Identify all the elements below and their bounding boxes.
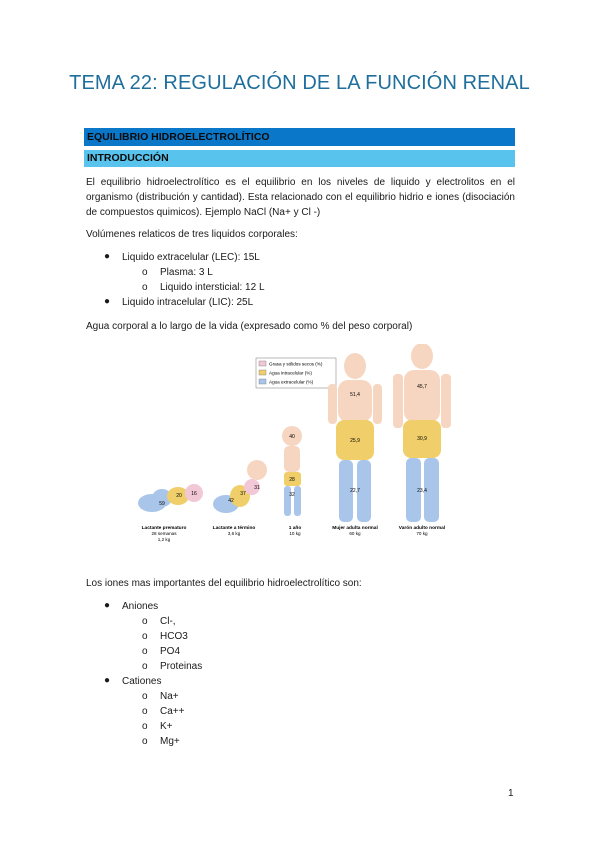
list-item: Plasma: 3 L: [160, 267, 213, 278]
sub-bullet-icon: o: [142, 631, 148, 642]
volumes-heading: Volúmenes relaticos de tres liquidos corporales:: [86, 229, 298, 240]
list-item: HCO3: [160, 631, 188, 642]
toddler-figure: [282, 426, 302, 516]
value-label: 30,9: [417, 436, 427, 442]
sub-bullet-icon: o: [142, 661, 148, 672]
list-item: Aniones: [122, 601, 159, 612]
value-label: 37: [240, 491, 246, 497]
value-label: 25,9: [350, 438, 360, 444]
value-label: 42: [228, 498, 234, 504]
figure-caption: Agua corporal a lo largo de la vida (expresado como % del peso corporal): [86, 321, 413, 332]
legend-label: Grasa y sólidos secos (%): [269, 361, 323, 367]
list-item: Mg+: [160, 736, 180, 747]
stage-name: Lactante a término: [212, 526, 256, 531]
body-water-figure: [130, 344, 470, 550]
list-item: Liquido intracelular (LIC): 25L: [122, 297, 254, 308]
bullet-icon: ●: [104, 600, 111, 611]
figure-legend: [256, 358, 336, 388]
stage-detail: 60 kg: [349, 531, 361, 536]
ions-heading: Los iones mas importantes del equilibrio hidroelectrolítico son:: [86, 578, 362, 589]
page-number: 1: [508, 788, 514, 799]
sub-bullet-icon: o: [142, 721, 148, 732]
stage-detail: 3,6 kg: [227, 531, 241, 536]
page-title: TEMA 22: REGULACIÓN DE LA FUNCIÓN RENAL: [69, 72, 530, 94]
value-label: 51,4: [350, 392, 360, 398]
premature-infant-figure: [138, 484, 203, 512]
term-infant-figure: [213, 460, 267, 513]
body-water-illustration: [130, 344, 470, 550]
list-item: Cl-,: [160, 616, 176, 627]
stage-detail: 1,2 kg: [157, 537, 171, 542]
sub-bullet-icon: o: [142, 267, 148, 278]
list-item: Liquido extracelular (LEC): 15L: [122, 252, 260, 263]
sub-bullet-icon: o: [142, 646, 148, 657]
sub-bullet-icon: o: [142, 691, 148, 702]
stage-detail: 10 kg: [289, 531, 301, 536]
sub-bullet-icon: o: [142, 282, 148, 293]
list-item: Cationes: [122, 676, 162, 687]
stage-name: Varón adulto normal: [398, 526, 446, 531]
list-item: PO4: [160, 646, 181, 657]
stage-name: 1 año: [288, 526, 302, 531]
legend-label: Agua intracelular (%): [269, 370, 312, 376]
stage-detail: 70 kg: [416, 531, 428, 536]
sub-bullet-icon: o: [142, 616, 148, 627]
legend-swatch-intracellular: [259, 370, 266, 375]
section-heading: EQUILIBRIO HIDROELECTROLÍTICO: [84, 128, 515, 146]
value-label: 23,4: [417, 488, 427, 494]
list-item: Ca++: [160, 706, 185, 717]
list-item: Na+: [160, 691, 179, 702]
adult-man-figure: [393, 344, 451, 522]
list-item: Proteinas: [160, 661, 203, 672]
list-item: K+: [160, 721, 173, 732]
value-label: 59: [159, 501, 165, 507]
value-label: 16: [191, 491, 197, 497]
value-label: 40: [289, 434, 295, 440]
legend-swatch-solids: [259, 361, 266, 366]
list-item: Liquido intersticial: 12 L: [160, 282, 265, 293]
stage-captions: [142, 525, 446, 542]
intro-paragraph: El equilibrio hidroelectrolítico es el equilibrio en los niveles de liquido y electrolitos en el organismo (distribución y cantidad). Esta relacionado con el equilibrio hidrio e iones (disociación de compuestos quimicos). Ejemplo NaCl (Na+ y Cl -): [86, 177, 515, 218]
bullet-icon: ●: [104, 675, 111, 686]
bullet-icon: ●: [104, 296, 111, 307]
stage-name: Lactante prematuro: [141, 526, 187, 531]
value-label: 22,7: [350, 488, 360, 494]
sub-bullet-icon: o: [142, 706, 148, 717]
sub-bullet-icon: o: [142, 736, 148, 747]
legend-swatch-extracellular: [259, 379, 266, 384]
value-label: 28: [289, 477, 295, 483]
subsection-heading: INTRODUCCIÓN: [84, 150, 515, 167]
bullet-icon: ●: [104, 251, 111, 262]
stage-name: Mujer adulta normal: [332, 526, 378, 531]
stage-detail: 28 semanas: [151, 531, 177, 536]
value-label: 20: [176, 493, 182, 499]
value-label: 32: [289, 492, 295, 498]
legend-label: Agua extracelular (%): [269, 379, 314, 385]
value-label: 45,7: [417, 384, 427, 390]
value-label: 31: [254, 485, 260, 491]
